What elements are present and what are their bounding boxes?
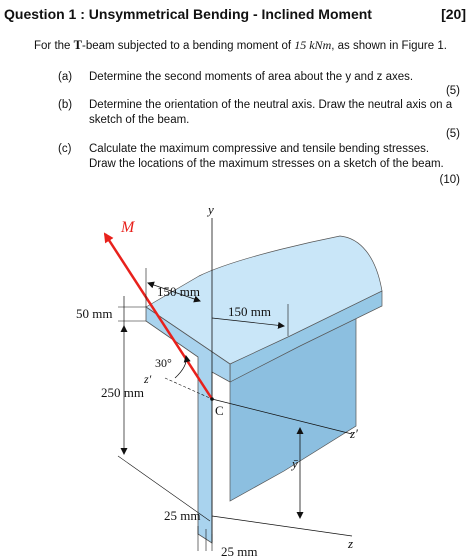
- moment-label: M: [121, 219, 135, 236]
- angle-arc: [175, 356, 186, 378]
- web-thickness-right-label: 25 mm: [221, 544, 258, 559]
- part-b: [0, 98, 474, 142]
- part-c: [0, 142, 474, 188]
- y-axis-label: y: [208, 202, 214, 217]
- z-axis-label: z: [348, 536, 354, 551]
- angle-label: 30°: [155, 356, 172, 370]
- part-label: (a): [58, 71, 73, 83]
- part-marks: (10): [439, 174, 460, 186]
- intro-moment-value: 15 kNm: [294, 38, 332, 52]
- web-thickness-left-label: 25 mm: [164, 508, 201, 523]
- web-depth-label: 250 mm: [101, 385, 144, 400]
- z-prime-axis-label: z′: [350, 426, 358, 441]
- part-text: Determine the orientation of the neutral axis. Draw the neutral axis on a sketch of the beam.: [89, 99, 453, 126]
- intro-prefix: For the: [34, 40, 74, 52]
- part-text: Determine the second moments of area about the y and z axes.: [89, 71, 414, 83]
- question-header: [4, 6, 466, 26]
- part-label: (b): [58, 99, 73, 111]
- intro-beam-type: T: [73, 38, 82, 52]
- y-bar-label: ȳ: [292, 456, 298, 471]
- part-a: [0, 70, 474, 98]
- question-marks: [20]: [441, 6, 466, 22]
- flange-thickness-label: 50 mm: [76, 306, 113, 321]
- t-beam-figure: [0, 196, 474, 559]
- z-axis-line: [212, 516, 352, 536]
- part-marks: (5): [445, 85, 460, 97]
- flange-width-right-label: 150 mm: [228, 304, 271, 319]
- z-prime-small-label: z′: [144, 372, 152, 386]
- part-marks: (5): [445, 128, 460, 140]
- intro-middle: -beam subjected to a bending moment of: [81, 40, 295, 52]
- question-title: Question 1 : Unsymmetrical Bending - Inclined Moment: [4, 6, 372, 22]
- part-text: Calculate the maximum compressive and tensile bending stresses. Draw the locations of the maximum stresses on a sketch of the beam.: [89, 143, 444, 170]
- intro-suffix: , as shown in Figure 1.: [331, 40, 447, 52]
- flange-width-left-label: 150 mm: [157, 284, 200, 299]
- centroid-label: C: [215, 403, 224, 418]
- beam-body: [146, 236, 382, 543]
- part-label: (c): [58, 143, 72, 155]
- question-intro: [34, 38, 447, 53]
